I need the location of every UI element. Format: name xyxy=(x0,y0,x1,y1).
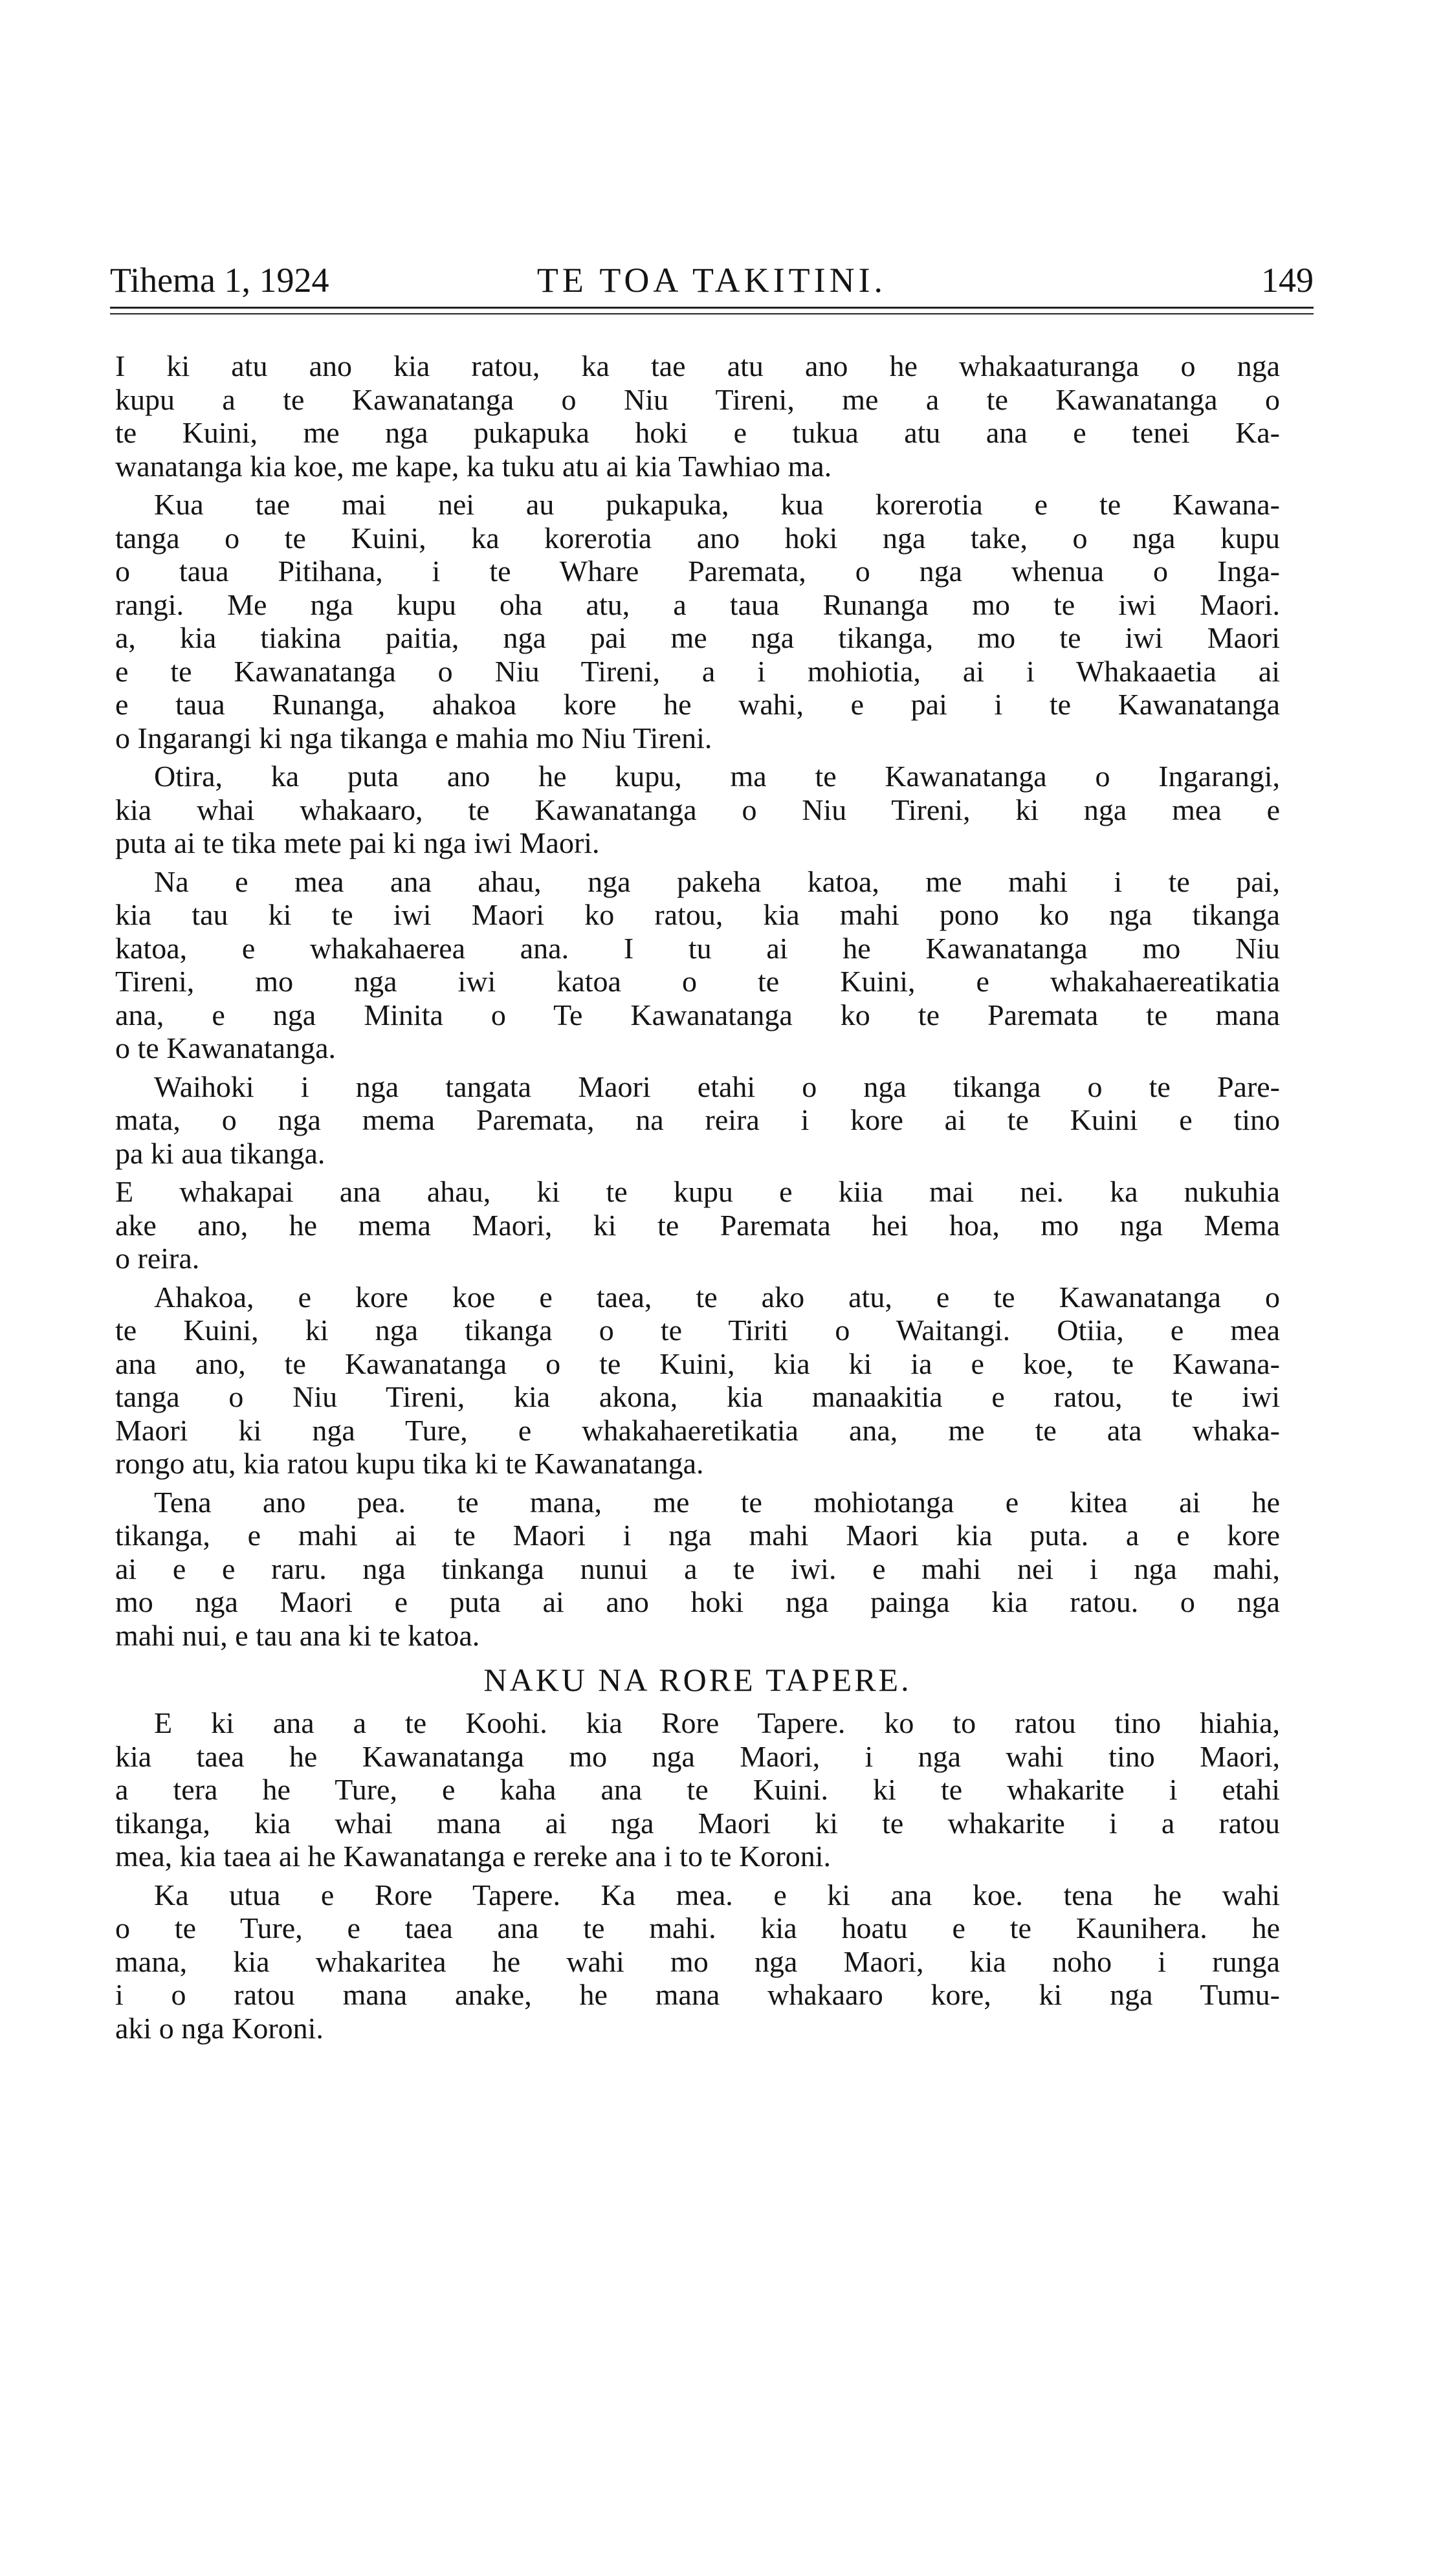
paragraph xyxy=(115,1878,1280,2045)
text-line: E whakapai ana ahau, ki te kupu e kiia mai nei. ka nukuhia xyxy=(115,1175,1280,1208)
text-line: a tera he Ture, e kaha ana te Kuini. ki te whakarite i etahi xyxy=(115,1773,1280,1806)
header-title: TE TOA TAKITINI. xyxy=(536,261,887,300)
paragraph xyxy=(115,1175,1280,1275)
text-line: ana ano, te Kawanatanga o te Kuini, kia ki ia e koe, te Kawana- xyxy=(115,1347,1280,1380)
text-line: e te Kawanatanga o Niu Tireni, a i mohiotia, ai i Whakaaetia ai xyxy=(115,654,1280,688)
paragraph xyxy=(115,760,1280,860)
text-line: e taua Runanga, ahakoa kore he wahi, e pai i te Kawanatanga xyxy=(115,688,1280,721)
text-line: o taua Pitihana, i te Whare Paremata, o nga whenua o Inga- xyxy=(115,555,1280,588)
text-line: i o ratou mana anake, he mana whakaaro kore, ki nga Tumu- xyxy=(115,1978,1280,2011)
text-line: tanga o te Kuini, ka korerotia ano hoki nga take, o nga kupu xyxy=(115,521,1280,555)
text-line: o Ingarangi ki nga tikanga e mahia mo Niu Tireni. xyxy=(115,721,712,754)
text-line: kupu a te Kawanatanga o Niu Tireni, me a te Kawanatanga o xyxy=(115,382,1280,416)
text-line: Kua tae mai nei au pukapuka, kua korerotia e te Kawana- xyxy=(154,488,1280,521)
header-rule-thin xyxy=(110,313,1314,314)
text-line: tanga o Niu Tireni, kia akona, kia manaakitia e ratou, te iwi xyxy=(115,1380,1280,1413)
text-line: pa ki aua tikanga. xyxy=(115,1136,325,1170)
section-paragraphs xyxy=(115,1706,1280,2045)
text-line: Otira, ka puta ano he kupu, ma te Kawanatanga o Ingarangi, xyxy=(154,760,1280,793)
paragraph xyxy=(115,488,1280,754)
text-line: aki o nga Koroni. xyxy=(115,2011,324,2045)
text-line: rangi. Me nga kupu oha atu, a taua Runanga mo te iwi Maori. xyxy=(115,588,1280,621)
text-line: wanatanga kia koe, me kape, ka tuku atu ai kia Tawhiao ma. xyxy=(115,449,832,483)
header-date: Tihema 1, 1924 xyxy=(110,261,329,300)
paragraph xyxy=(115,865,1280,1065)
text-line: o reira. xyxy=(115,1242,200,1275)
text-line: ai e e raru. nga tinkanga nunui a te iwi. e mahi nei i nga mahi, xyxy=(115,1552,1280,1585)
text-line: Tena ano pea. te mana, me te mohiotanga e kitea ai he xyxy=(154,1485,1280,1519)
text-line: ana, e nga Minita o Te Kawanatanga ko te Paremata te mana xyxy=(115,998,1280,1031)
text-line: katoa, e whakahaerea ana. I tu ai he Kawanatanga mo Niu xyxy=(115,931,1280,965)
text-line: E ki ana a te Koohi. kia Rore Tapere. ko to ratou tino hiahia, xyxy=(154,1706,1280,1739)
text-line: Ka utua e Rore Tapere. Ka mea. e ki ana koe. tena he wahi xyxy=(154,1878,1280,1911)
text-line: tikanga, kia whai mana ai nga Maori ki te whakarite i a ratou xyxy=(115,1806,1280,1840)
paragraph xyxy=(115,1706,1280,1873)
text-line: a, kia tiakina paitia, nga pai me nga tikanga, mo te iwi Maori xyxy=(115,621,1280,654)
text-line: mo nga Maori e puta ai ano hoki nga painga kia ratou. o nga xyxy=(115,1585,1280,1618)
running-header xyxy=(110,258,1314,303)
text-line: te Kuini, ki nga tikanga o te Tiriti o Waitangi. Otiia, e mea xyxy=(115,1314,1280,1347)
text-line: puta ai te tika mete pai ki nga iwi Maori. xyxy=(115,826,600,859)
text-line: mahi nui, e tau ana ki te katoa. xyxy=(115,1618,480,1652)
text-line: Waihoki i nga tangata Maori etahi o nga tikanga o te Pare- xyxy=(154,1070,1280,1103)
paragraph xyxy=(115,349,1280,483)
paragraph xyxy=(115,1281,1280,1481)
text-line: Maori ki nga Ture, e whakahaeretikatia ana, me te ata whaka- xyxy=(115,1413,1280,1447)
article-body xyxy=(115,349,1280,2050)
text-line: mata, o nga mema Paremata, na reira i kore ai te Kuini e tino xyxy=(115,1103,1280,1136)
text-line: kia taea he Kawanatanga mo nga Maori, i nga wahi tino Maori, xyxy=(115,1739,1280,1773)
section-title: NAKU NA RORE TAPERE. xyxy=(483,1662,912,1698)
text-line: kia tau ki te iwi Maori ko ratou, kia mahi pono ko nga tikanga xyxy=(115,898,1280,931)
text-line: mana, kia whakaritea he wahi mo nga Maori, kia noho i runga xyxy=(115,1944,1280,1978)
header-rule xyxy=(110,307,1314,309)
text-line: ake ano, he mema Maori, ki te Paremata hei hoa, mo nga Mema xyxy=(115,1208,1280,1242)
text-line: o te Kawanatanga. xyxy=(115,1031,336,1064)
main-paragraphs xyxy=(115,349,1280,1652)
text-line: Tireni, mo nga iwi katoa o te Kuini, e whakahaereatikatia xyxy=(115,965,1280,998)
paragraph xyxy=(115,1486,1280,1653)
text-line: mea, kia taea ai he Kawanatanga e rereke ana i to te Koroni. xyxy=(115,1840,831,1873)
text-line: te Kuini, me nga pukapuka hoki e tukua atu ana e tenei Ka- xyxy=(115,416,1280,449)
text-line: rongo atu, kia ratou kupu tika ki te Kawanatanga. xyxy=(115,1447,704,1480)
paragraph xyxy=(115,1070,1280,1171)
text-line: o te Ture, e taea ana te mahi. kia hoatu e te Kaunihera. he xyxy=(115,1911,1280,1944)
text-line: I ki atu ano kia ratou, ka tae atu ano he whakaaturanga o nga xyxy=(115,349,1280,382)
text-line: tikanga, e mahi ai te Maori i nga mahi Maori kia puta. a e kore xyxy=(115,1519,1280,1552)
text-line: Na e mea ana ahau, nga pakeha katoa, me mahi i te pai, xyxy=(154,864,1280,898)
text-line: kia whai whakaaro, te Kawanatanga o Niu Tireni, ki nga mea e xyxy=(115,793,1280,826)
text-line: Ahakoa, e kore koe e taea, te ako atu, e te Kawanatanga o xyxy=(154,1280,1280,1314)
page-number: 149 xyxy=(1261,261,1314,300)
